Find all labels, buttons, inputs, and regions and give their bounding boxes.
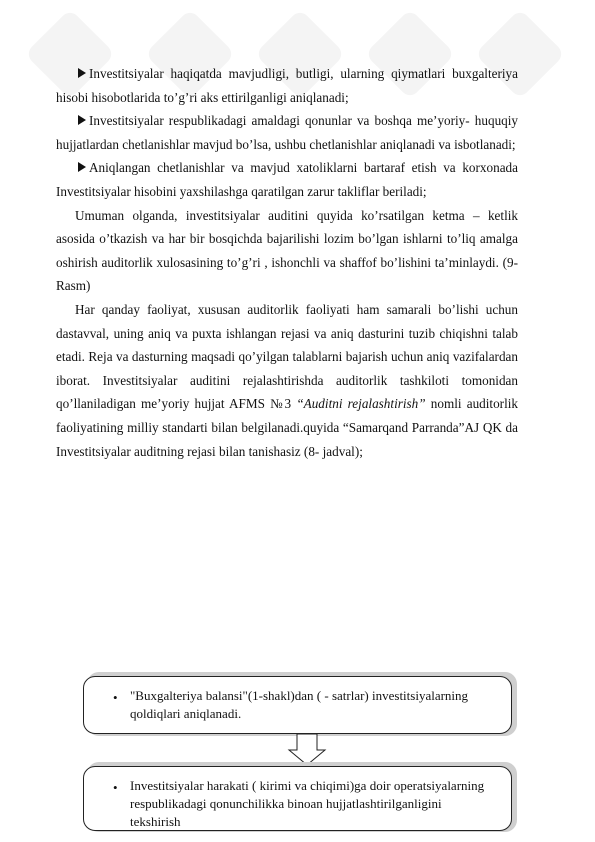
bullet-lead: Investitsiyalar haqiqatda mavjudligi, butligi, ularning qiymatlari	[89, 66, 446, 81]
bullet-rest: huquqiy hujjatlardan chetlanishlar mavjud bo’lsa, ushbu chetlanishlar aniqlanadi va isbotlanadi;	[56, 113, 519, 152]
arrow-bullet-icon	[78, 162, 86, 172]
bullet-dot: •	[113, 780, 118, 795]
bullet-lead: Investitsiyalar respublikadagi amaldagi qonunlar va boshqa me’yoriy-	[89, 113, 470, 129]
paragraph-text: Har qanday faoliyat, xususan auditorlik faoliyati ham samarali bo’lishi uchun dastavval, uning aniq va puxta ishlangan rejasi va aniq dasturini tuzib chiqishni talab etadi. Reja va dasturning maqsadi qo’yilgan talablarni bajarish uchun aniq vazifalardan iborat. Investitsiyalar auditini rejalashtirishda auditorlik tashkiloti tomonidan qo’llaniladigan me’yoriy hujjat AFMS №3	[56, 301, 518, 412]
bullet-paragraph-3	[56, 156, 518, 203]
flow-box-2	[83, 766, 512, 831]
paragraph-text: nomli auditorlik faoliyatining milliy standarti bilan belgilanadi.quyida “Samarqand Parranda”AJ QK da Investitsiyalar auditning rejasi bilan tanishasiz (8- jadval);	[56, 396, 518, 459]
bullet-rest: buxgalteriya hisobi hisobotlarida to’g’ri aks ettirilganligi aniqlanadi;	[56, 66, 518, 105]
paragraph-audit-planning	[56, 298, 518, 463]
arrow-bullet-icon	[78, 115, 86, 125]
standard-title: “Auditni rejalashtirish”	[296, 396, 426, 412]
flow-box-1	[83, 676, 512, 734]
paragraph-audit-sequence: Umuman olganda, investitsiyalar auditini quyida ko’rsatilgan ketma – ketlik asosida o’tkazish va har bir bosqichda bajarilishi lozim bo’lgan ishlarni to’liq amalga oshirish auditorlik xulosasining to’g’ri , ishonchli va shaffof bo’lishini ta’minlaydi. (9- Rasm)	[56, 207, 518, 294]
flow-box-text: Investitsiyalar harakati ( kirimi va chiqimi)ga doir operatsiyalarning respublikadagi qonunchilikka binoan hujjatlashtirilganligini tekshirish	[130, 778, 485, 829]
bullet-paragraph-1	[56, 62, 518, 109]
bullet-lead: Aniqlangan chetlanishlar va mavjud xatoliklarni bartaraf etish va	[89, 160, 456, 176]
bullet-rest: korxonada Investitsiyalar hisobini yaxshilashga qaratilgan zarur takliflar beriladi;	[56, 160, 518, 199]
bullet-paragraph-2	[56, 109, 518, 156]
arrow-bullet-icon	[78, 68, 86, 78]
bullet-dot: •	[113, 690, 118, 705]
document-body	[56, 62, 518, 463]
flow-box-text: "Buxgalteriya balansi"(1-shakl)dan ( - satrlar) investitsiyalarning qoldiqlari aniqlanadi.	[130, 688, 469, 721]
